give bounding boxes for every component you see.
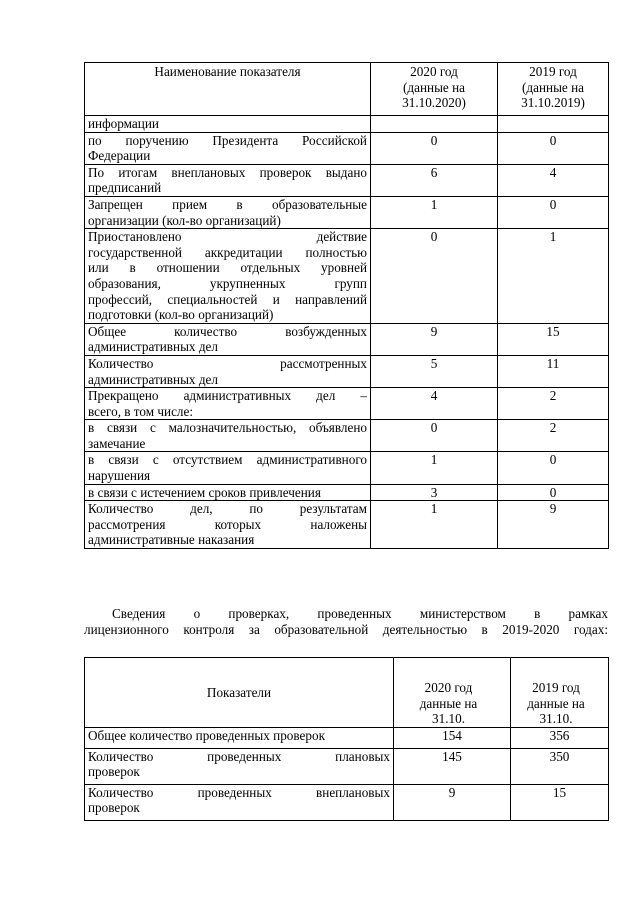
- licensing-inspections-table: [84, 657, 609, 821]
- row-label: По итогам внеплановых проверок выдано предписаний: [85, 164, 371, 196]
- table-row: [85, 784, 609, 820]
- value-2019: 0: [498, 196, 609, 228]
- value-2019: 0: [498, 132, 609, 164]
- table-row: [85, 420, 609, 452]
- value-2020: 1: [371, 452, 498, 484]
- value-2019: 2: [498, 420, 609, 452]
- value-2020: [371, 116, 498, 133]
- value-2020: 3: [371, 484, 498, 501]
- header-2020: 2020 год (данные на 31.10.2020): [371, 63, 498, 116]
- table-header-row: [85, 658, 609, 728]
- value-2020: 0: [371, 229, 498, 324]
- value-2019: 4: [498, 164, 609, 196]
- value-2019: 11: [498, 355, 609, 387]
- table-row: [85, 388, 609, 420]
- row-label: информации: [85, 116, 371, 133]
- value-2019: 350: [511, 748, 609, 784]
- value-2020: 4: [371, 388, 498, 420]
- header-2020: 2020 год данные на 31.10.: [394, 658, 511, 728]
- table-row: [85, 452, 609, 484]
- table-row: [85, 323, 609, 355]
- value-2020: 0: [371, 420, 498, 452]
- table-row: [85, 748, 609, 784]
- value-2019: 1: [498, 229, 609, 324]
- table-row: [85, 196, 609, 228]
- value-2020: 5: [371, 355, 498, 387]
- header-indicators: Показатели: [85, 658, 394, 728]
- row-label: Запрещен прием в образовательные организации (кол-во организаций): [85, 196, 371, 228]
- value-2019: 15: [498, 323, 609, 355]
- header-indicator-name: Наименование показателя: [85, 63, 371, 116]
- row-label: Приостановлено действие государственной аккредитации полностью или в отношении отдельных уровней образования, укрупненных групп профессий, специальностей и направлений подготовки (кол-во организаций): [85, 229, 371, 324]
- row-label: Прекращено административных дел – всего, в том числе:: [85, 388, 371, 420]
- table-row: [85, 484, 609, 501]
- value-2020: 9: [394, 784, 511, 820]
- value-2019: 2: [498, 388, 609, 420]
- value-2019: 15: [511, 784, 609, 820]
- value-2019: [498, 116, 609, 133]
- table-row: [85, 355, 609, 387]
- table-row: [85, 229, 609, 324]
- row-label: Количество дел, по результатам рассмотрения которых наложены административные наказания: [85, 501, 371, 549]
- row-label: по поручению Президента Российской Федерации: [85, 132, 371, 164]
- header-2019: 2019 год (данные на 31.10.2019): [498, 63, 609, 116]
- header-2019: 2019 год данные на 31.10.: [511, 658, 609, 728]
- row-label: Общее количество проведенных проверок: [85, 728, 394, 749]
- value-2020: 9: [371, 323, 498, 355]
- row-label: в связи с отсутствием административного нарушения: [85, 452, 371, 484]
- value-2020: 145: [394, 748, 511, 784]
- value-2019: 0: [498, 484, 609, 501]
- value-2020: 154: [394, 728, 511, 749]
- row-label: в связи с истечением сроков привлечения: [85, 484, 371, 501]
- table-row: [85, 501, 609, 549]
- value-2020: 1: [371, 501, 498, 549]
- table-row: [85, 132, 609, 164]
- table-row: [85, 116, 609, 133]
- row-label: Количество рассмотренных административных дел: [85, 355, 371, 387]
- inspection-results-table: [84, 62, 609, 549]
- value-2020: 0: [371, 132, 498, 164]
- table-header-row: [85, 63, 609, 116]
- row-label: в связи с малозначительностью, объявлено замечание: [85, 420, 371, 452]
- intro-paragraph: Сведения о проверках, проведенных министерством в рамках лицензионного контроля за образовательной деятельностью в 2019-2020 годах:: [84, 606, 608, 637]
- value-2019: 356: [511, 728, 609, 749]
- table-row: [85, 728, 609, 749]
- value-2020: 1: [371, 196, 498, 228]
- value-2020: 6: [371, 164, 498, 196]
- row-label: Общее количество возбужденных административных дел: [85, 323, 371, 355]
- row-label: Количество проведенных внеплановых проверок: [85, 784, 394, 820]
- table-row: [85, 164, 609, 196]
- value-2019: 9: [498, 501, 609, 549]
- row-label: Количество проведенных плановых проверок: [85, 748, 394, 784]
- value-2019: 0: [498, 452, 609, 484]
